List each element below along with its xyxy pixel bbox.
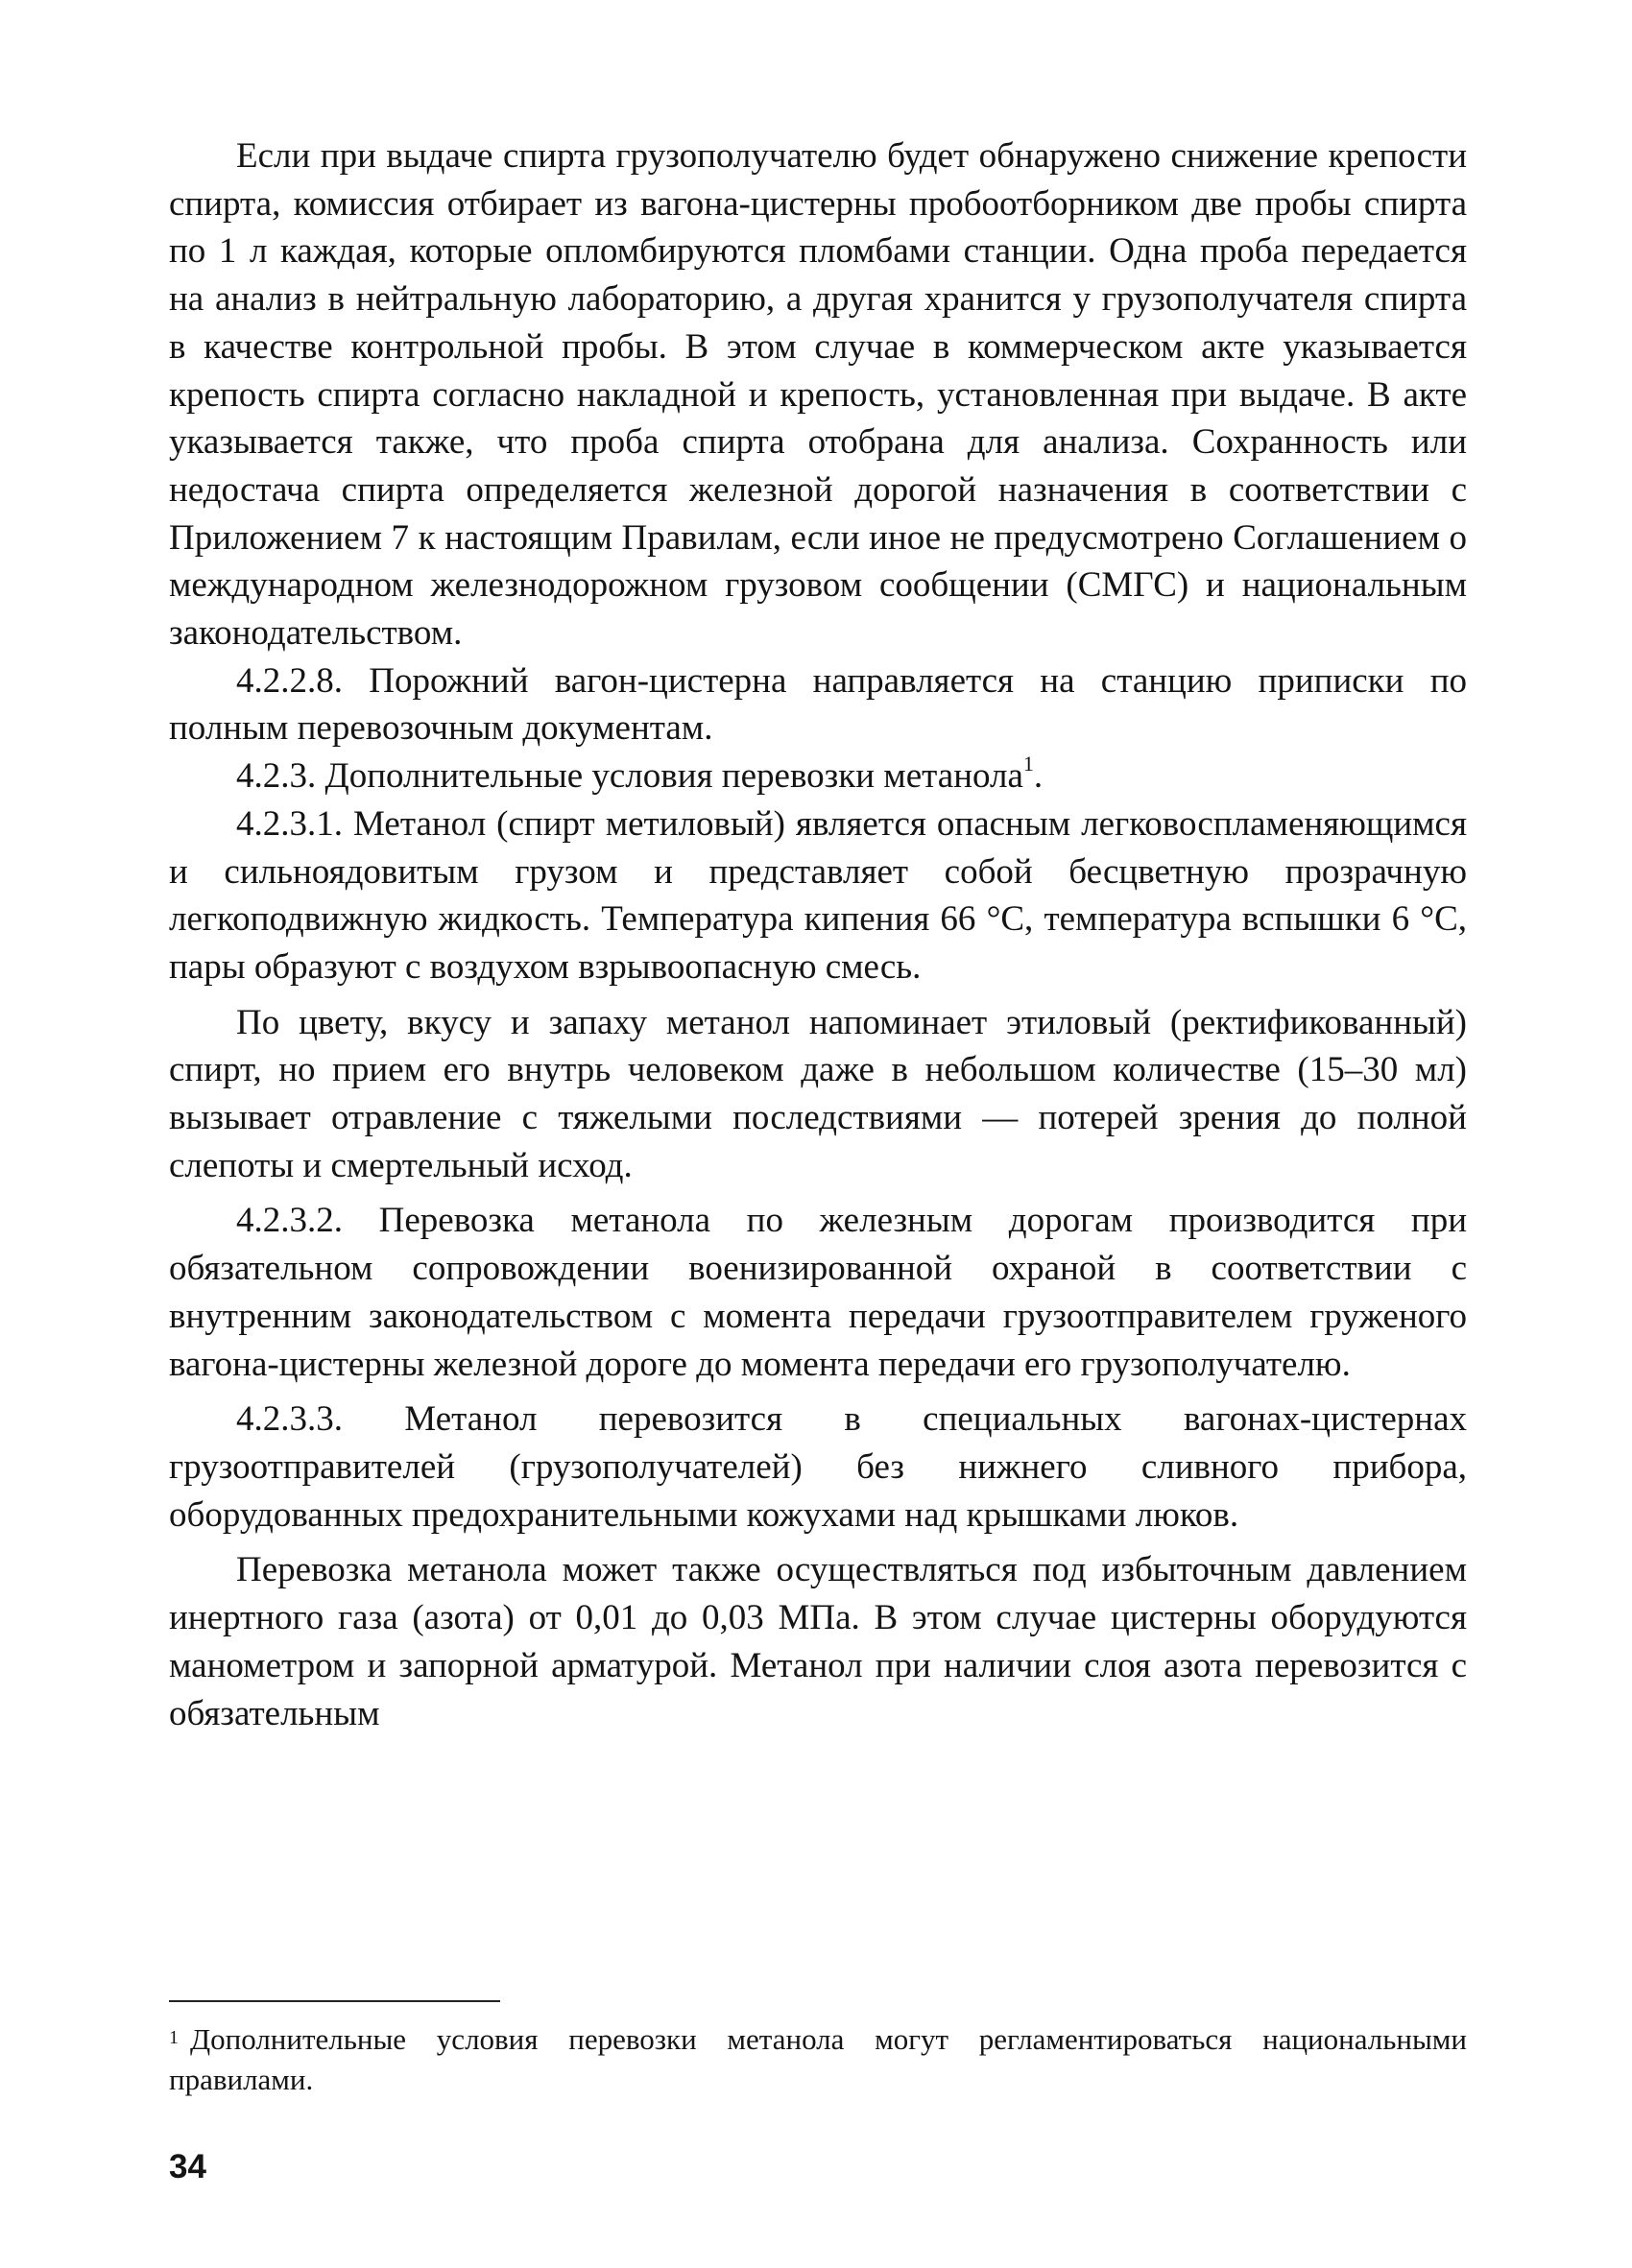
footnote (169, 2019, 1467, 2100)
paragraph-4-2-3-3: 4.2.3.3. Метанол перевозится в специальных вагонах-цистернах грузоотправителей (грузополучателей) без нижнего сливного прибора, оборудованных предохранительными кожухами над крышками люков. (169, 1399, 1467, 1535)
paragraph-4-2-2-8: 4.2.2.8. Порожний вагон-цистерна направляется на станцию приписки по полным перевозочным документам. (169, 660, 1467, 749)
body-text (169, 132, 1467, 1737)
paragraph-4-2-3-2: 4.2.3.2. Перевозка метанола по железным дорогам производится при обязательном сопровождении военизированной охраной в соответствии с внутренним законодательством с момента передачи грузоотправителем груженого вагона-цистерны железной дороге до момента передачи его грузополучателю. (169, 1201, 1467, 1384)
footnote-text: Дополнительные условия перевозки метанола могут регламентироваться национальными правилами. (169, 2022, 1467, 2096)
footnote-mark: 1 (169, 2027, 179, 2048)
footnote-divider (169, 2000, 500, 2002)
paragraph-spirit-strength: Если при выдаче спирта грузополучателю будет обнаружено снижение крепости спирта, комиссия отбирает из вагона-цистерны пробоотборником две пробы спирта по 1 л каждая, которые опломбируются пломбами станции. Одна проба передается на анализ в нейтральную лабораторию, а другая хранится у грузополучателя спирта в качестве контрольной пробы. В этом случае в коммерческом акте указывается крепость спирта согласно накладной и крепость, установленная при выдаче. В акте указывается также, что проба спирта отобрана для анализа. Сохранность или недостача спирта определяется железной дорогой назначения в соответствии с Приложением 7 к настоящим Правилам, если иное не предусмотрено Соглашением о международном железнодорожном грузовом сообщении (СМГС) и национальным законодательством. (169, 136, 1467, 654)
heading-4-2-3 (169, 752, 1467, 800)
paragraph-nitrogen-pressure: Перевозка метанола может также осуществляться под избыточным давлением инертного газа (азота) от 0,01 до 0,03 МПа. В этом случае цистерны оборудуются манометром и запорной арматурой. Метанол при наличии слоя азота перевозится с обязательным (169, 1550, 1467, 1733)
paragraph-4-2-3-1: 4.2.3.1. Метанол (спирт метиловый) является опасным легковоспламеняющимся и сильноядовитым грузом и представляет собой бесцветную прозрачную легкоподвижную жидкость. Температура кипения 66 °С, температура вспышки 6 °С, пары образуют с воздухом взрывоопасную смесь. (169, 803, 1467, 987)
page-number: 34 (169, 2148, 206, 2185)
heading-4-2-3-period: . (1033, 756, 1044, 797)
footnote-reference: 1 (1022, 751, 1034, 776)
heading-4-2-3-text: 4.2.3. Дополнительные условия перевозки метанола (236, 756, 1023, 797)
paragraph-methanol-toxicity: По цвету, вкусу и запаху метанол напоминает этиловый (ректификованный) спирт, но прием его внутрь человеком даже в небольшом количестве (15–30 мл) вызывает отравление с тяжелыми последствиями — потерей зрения до полной слепоты и смертельный исход. (169, 1002, 1467, 1185)
